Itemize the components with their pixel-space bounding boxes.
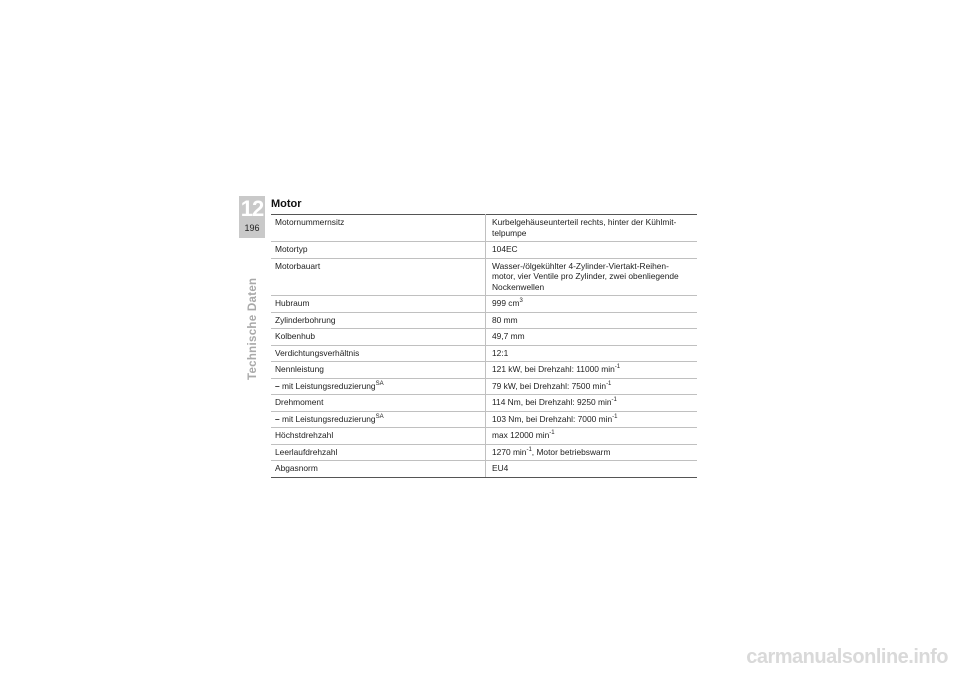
row-value: 114 Nm, bei Drehzahl: 9250 $\min^{-1}$: [486, 395, 698, 412]
table-row: [271, 444, 697, 461]
row-label: Motortyp: [271, 242, 486, 259]
chapter-number: 12: [240, 196, 264, 221]
chapter-side-label: Technische Daten: [247, 277, 259, 380]
row-value: Kurbelgehäuseunterteil rechts, hinter der Kühlmit- telpumpe: [486, 215, 698, 242]
row-value: 80 mm: [486, 312, 698, 329]
row-value: 999 $cm^3$: [486, 296, 698, 313]
row-label: Motorbauart: [271, 258, 486, 296]
row-label: Zylinderbohrung: [271, 312, 486, 329]
spec-table: [271, 214, 697, 478]
table-row: [271, 378, 697, 395]
row-label: Hubraum: [271, 296, 486, 313]
table-row: [271, 428, 697, 445]
section-title: Motor: [271, 198, 302, 210]
table-row: [271, 215, 697, 242]
table-row: [271, 296, 697, 313]
table-row: [271, 345, 697, 362]
table-row: [271, 329, 697, 346]
row-label: Leerlaufdrehzahl: [271, 444, 486, 461]
row-label: Höchstdrehzahl: [271, 428, 486, 445]
row-value: max 12000 $\min^{-1}$: [486, 428, 698, 445]
row-value: EU4: [486, 461, 698, 478]
table-row: [271, 312, 697, 329]
watermark: carmanualsonline.info: [746, 646, 948, 668]
table-row: [271, 258, 697, 296]
row-label: Motornummernsitz: [271, 215, 486, 242]
row-label: Kolbenhub: [271, 329, 486, 346]
table-row: [271, 461, 697, 478]
row-label: Abgasnorm: [271, 461, 486, 478]
row-value: 79 kW, bei Drehzahl: 7500 $\min^{-1}$: [486, 378, 698, 395]
table-row: [271, 362, 697, 379]
chapter-tab: [239, 196, 265, 238]
row-label: Verdichtungsverhältnis: [271, 345, 486, 362]
row-value: 103 Nm, bei Drehzahl: 7000 $\min^{-1}$: [486, 411, 698, 428]
row-value: Wasser-/ölgekühlter 4-Zylinder-Viertakt-Reihen- motor, vier Ventile pro Zylinder, zwei obenliegende Nockenwellen: [486, 258, 698, 296]
table-row: [271, 242, 697, 259]
row-label: – mit Leistungsreduzierung$^{SA}$: [271, 378, 486, 395]
table-row: [271, 411, 697, 428]
row-label: Nennleistung: [271, 362, 486, 379]
page-number: 196: [244, 223, 260, 233]
row-value: 104EC: [486, 242, 698, 259]
row-value: 12:1: [486, 345, 698, 362]
row-value: 1270 $\min^{-1}$, Motor betriebswarm: [486, 444, 698, 461]
row-value: 49,7 mm: [486, 329, 698, 346]
table-row: [271, 395, 697, 412]
row-value: 121 kW, bei Drehzahl: 11000 $\min^{-1}$: [486, 362, 698, 379]
row-label: – mit Leistungsreduzierung$^{SA}$: [271, 411, 486, 428]
row-label: Drehmoment: [271, 395, 486, 412]
